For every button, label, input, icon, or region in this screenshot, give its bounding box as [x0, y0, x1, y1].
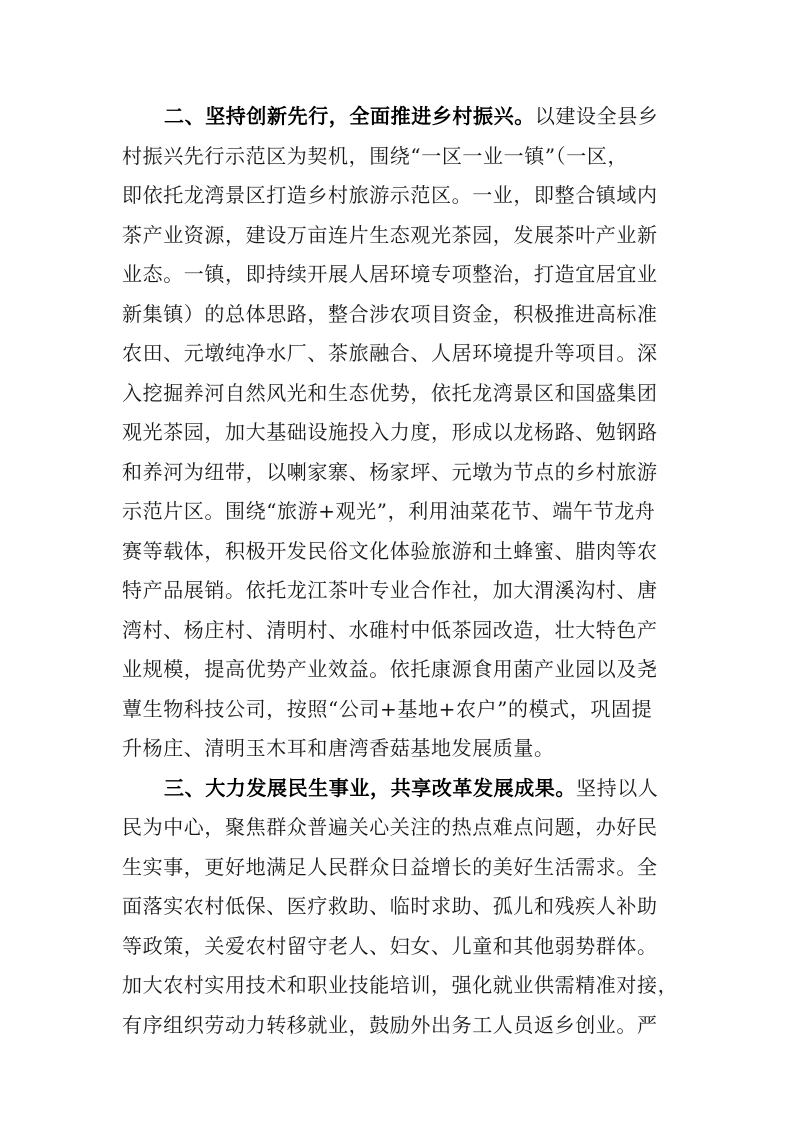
paragraph-line: 升杨庄、清明玉木耳和唐湾香菇基地发展质量。 — [122, 736, 555, 760]
paragraph-line: 业态。一镇，即持续开展人居环境专项整治，打造宜居宜业 — [122, 262, 658, 286]
paragraph-line: 茶产业资源，建设万亩连片生态观光茶园，发展茶叶产业新 — [122, 222, 658, 247]
paragraph-line: 民为中心，聚焦群众普遍关心关注的热点难点问题，办好民 — [122, 815, 658, 839]
paragraph-line: 和养河为纽带，以喇家寨、杨家坪、元墩为节点的乡村旅游 — [122, 459, 658, 484]
section-heading: 三、大力发展民生事业，共享改革发展成果。 — [164, 775, 576, 800]
paragraph-line: 业规模，提高优势产业效益。依托康源食用菌产业园以及尧 — [122, 657, 658, 681]
paragraph-line: 赛等载体，积极开发民俗文化体验旅游和土蜂蜜、腊肉等农 — [122, 538, 658, 563]
paragraph-line: 生实事，更好地满足人民群众日益增长的美好生活需求。全 — [122, 854, 658, 879]
paragraph-line — [122, 97, 682, 137]
paragraph-line: 面落实农村低保、医疗救助、临时求助、孤儿和残疾人补助 — [122, 894, 658, 918]
body-text — [122, 97, 682, 1045]
paragraph-line: 示范片区。围绕“旅游+观光”，利用油菜花节、端午节龙舟 — [122, 499, 656, 523]
paragraph-line: 新集镇）的总体思路，整合涉农项目资金，积极推进高标准 — [122, 301, 658, 326]
paragraph-line: 等政策，关爱农村留守老人、妇女、儿童和其他弱势群体。 — [122, 933, 658, 958]
paragraph-line: 有序组织劳动力转移就业，鼓励外出务工人员返乡创业。严 — [122, 1012, 658, 1037]
section-heading: 二、坚持创新先行，全面推进乡村振兴。 — [164, 104, 535, 128]
paragraph-line: 特产品展销。依托龙江茶叶专业合作社，加大渭溪沟村、唐 — [122, 578, 658, 602]
paragraph-line-text: 以建设全县乡 — [534, 104, 659, 128]
paragraph-line: 农田、元墩纯净水厂、茶旅融合、人居环境提升等项目。深 — [122, 341, 658, 365]
paragraph-section-2 — [122, 97, 682, 769]
paragraph-line: 加大农村实用技术和职业技能培训，强化就业供需精准对接， — [122, 973, 679, 997]
paragraph-line — [122, 769, 682, 809]
paragraph-line: 观光茶园，加大基础设施投入力度，形成以龙杨路、勉钢路 — [122, 420, 658, 444]
paragraph-line: 即依托龙湾景区打造乡村旅游示范区。一业，即整合镇域内 — [122, 183, 658, 207]
paragraph-line: 入挖掘养河自然风光和生态优势，依托龙湾景区和国盛集团 — [122, 380, 658, 405]
paragraph-line: 村振兴先行示范区为契机，围绕“一区一业一镇”（一区， — [122, 143, 629, 168]
paragraph-line: 蕈生物科技公司，按照“公司+基地+农户”的模式，巩固提 — [122, 696, 653, 721]
paragraph-line: 湾村、杨庄村、清明村、水碓村中低茶园改造，壮大特色产 — [122, 617, 658, 642]
paragraph-line-text: 坚持以人 — [576, 775, 659, 800]
paragraph-section-3 — [122, 769, 682, 1046]
